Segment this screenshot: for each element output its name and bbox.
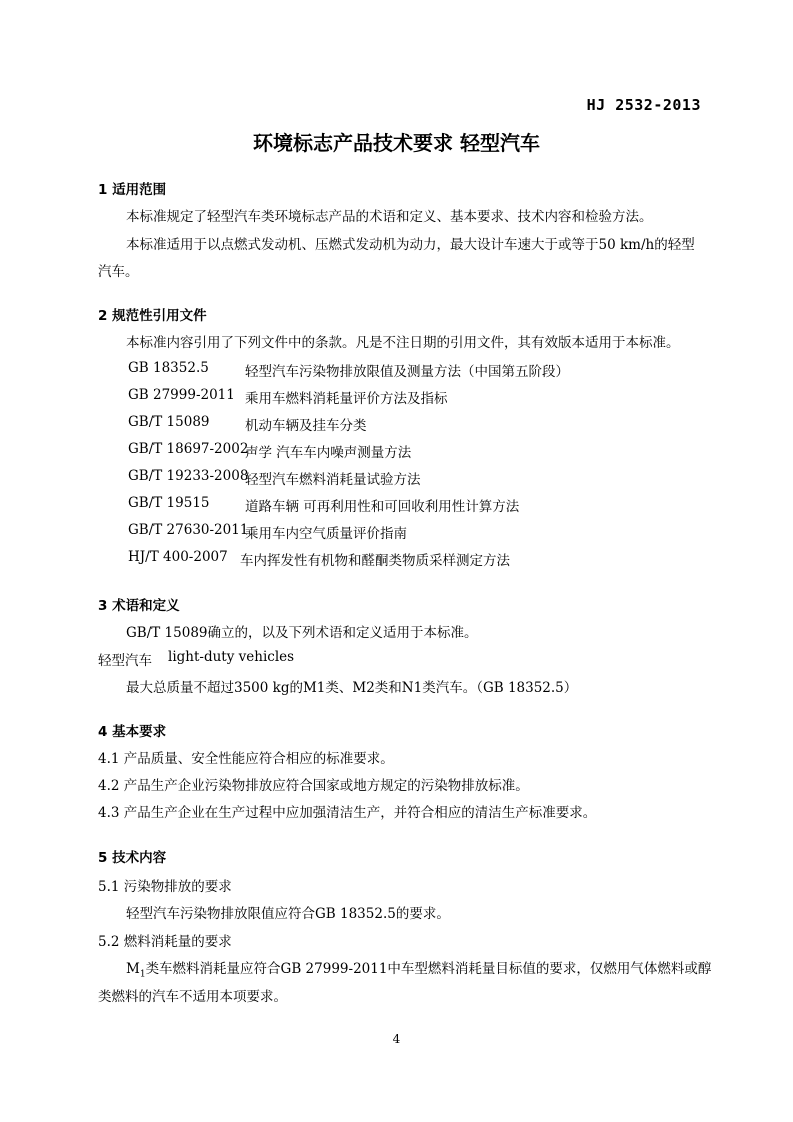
- reference-title: 乘用车燃料消耗量评价方法及指标: [245, 391, 448, 407]
- reference-code: HJ/T 400-2007: [128, 549, 228, 565]
- term-english: light-duty vehicles: [168, 649, 295, 665]
- section-5-heading: 5 技术内容: [98, 850, 167, 866]
- section-3-heading: 3 术语和定义: [98, 598, 180, 614]
- section-2-heading: 2 规范性引用文件: [98, 308, 207, 324]
- section-1-paragraph-2-line-2: 汽车。: [98, 264, 139, 280]
- reference-code: GB/T 15089: [128, 414, 210, 430]
- term-definition: 最大总质量不超过3500 kg的M1类、M2类和N1类汽车。（GB 18352.5）: [126, 680, 578, 696]
- section-1-heading: 1 适用范围: [98, 182, 167, 198]
- requirement-item: 4.2 产品生产企业污染物排放应符合国家或地方规定的污染物排放标准。: [98, 778, 529, 794]
- requirement-item: 4.3 产品生产企业在生产过程中应加强清洁生产，并符合相应的清洁生产标准要求。: [98, 805, 597, 821]
- reference-title: 轻型汽车燃料消耗量试验方法: [245, 472, 421, 488]
- reference-title: 道路车辆 可再利用性和可回收利用性计算方法: [245, 499, 520, 515]
- subsection-5-1-text: 轻型汽车污染物排放限值应符合GB 18352.5的要求。: [126, 906, 450, 922]
- vehicle-category-subscript: 1: [139, 969, 146, 980]
- document-title: 环境标志产品技术要求 轻型汽车: [253, 131, 540, 155]
- reference-title: 轻型汽车污染物排放限值及测量方法（中国第五阶段）: [245, 364, 569, 380]
- section-2-intro: 本标准内容引用了下列文件中的条款。凡是不注日期的引用文件，其有效版本适用于本标准。: [126, 335, 680, 351]
- subsection-5-1-heading: 5.1 污染物排放的要求: [98, 879, 232, 895]
- term-chinese: 轻型汽车: [98, 653, 152, 669]
- subsection-5-2-text-line-2: 类燃料的汽车不适用本项要求。: [98, 989, 287, 1005]
- subsection-5-2-heading: 5.2 燃料消耗量的要求: [98, 934, 232, 950]
- section-4-heading: 4 基本要求: [98, 724, 167, 740]
- standard-code: HJ 2532-2013: [586, 96, 701, 114]
- reference-code: GB/T 18697-2002: [128, 441, 249, 457]
- reference-code: GB/T 19233-2008: [128, 468, 249, 484]
- section-1-paragraph-2-line-1: 本标准适用于以点燃式发动机、压燃式发动机为动力，最大设计车速大于或等于50 km/h的轻型: [126, 237, 695, 253]
- subsection-5-2-text-rest: 类车燃料消耗量应符合GB 27999-2011中车型燃料消耗量目标值的要求，仅燃用气体燃料或醇: [145, 961, 712, 977]
- reference-title: 车内挥发性有机物和醛酮类物质采样测定方法: [240, 553, 510, 569]
- reference-code: GB 18352.5: [128, 360, 209, 376]
- requirement-item: 4.1 产品质量、安全性能应符合相应的标准要求。: [98, 751, 394, 767]
- reference-title: 乘用车内空气质量评价指南: [245, 526, 407, 542]
- section-3-intro: GB/T 15089确立的，以及下列术语和定义适用于本标准。: [126, 625, 478, 641]
- reference-code: GB 27999-2011: [128, 387, 235, 403]
- section-1-paragraph-1: 本标准规定了轻型汽车类环境标志产品的术语和定义、基本要求、技术内容和检验方法。: [126, 209, 653, 225]
- vehicle-category-letter: M: [126, 961, 140, 977]
- reference-code: GB/T 19515: [128, 495, 210, 511]
- page-number: 4: [392, 1032, 401, 1046]
- reference-code: GB/T 27630-2011: [128, 522, 249, 538]
- subsection-5-2-text-line-1: [126, 957, 711, 980]
- reference-title: 声学 汽车车内噪声测量方法: [245, 445, 412, 461]
- reference-title: 机动车辆及挂车分类: [245, 418, 367, 434]
